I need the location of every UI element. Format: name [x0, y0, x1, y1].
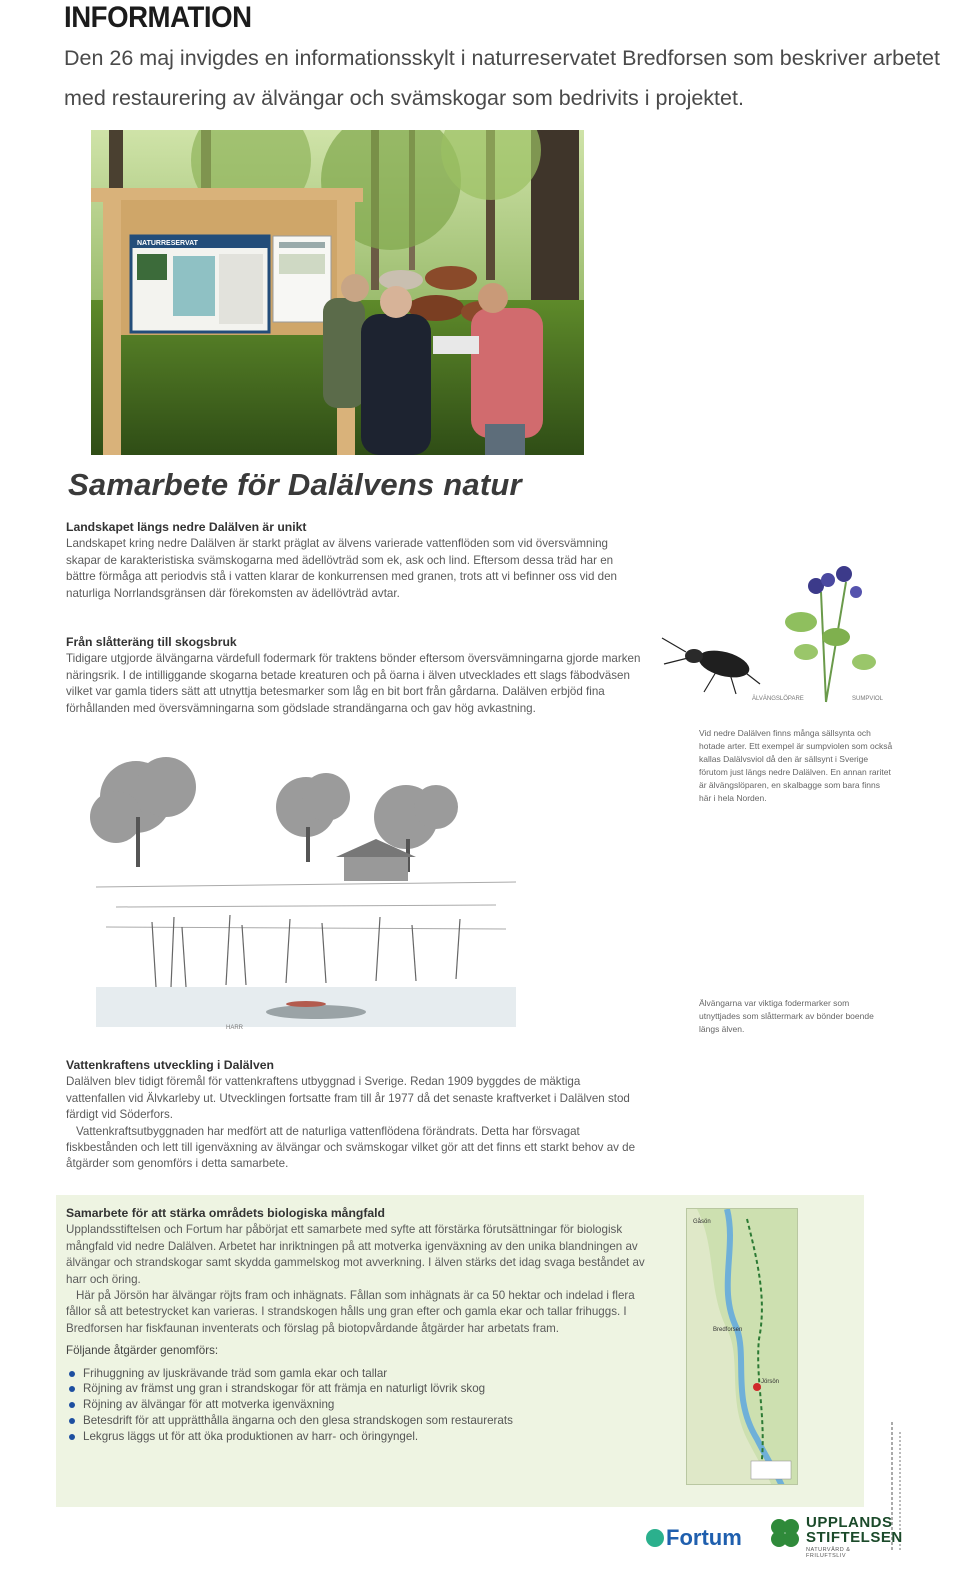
violet-label: SUMPVIOL — [852, 696, 884, 702]
section-paragraph: Upplandsstiftelsen och Fortum har påbörjat ett samarbete med syfte att förstärka förutsättningar för biologisk mångfald vid nedre Dalälven. Arbetet har inriktningen på att motverka igenväxning av den unika blandningen av älvängar och strandskogar samt skydda gammelskog mot avverkning. I älven stärks det idag svaga beståndet av harr och öring. — [66, 1223, 645, 1286]
section-paragraph: Dalälven blev tidigt föremål för vattenkraftens utbyggnad i Sverige. Redan 1909 byggdes de mäktiga vattenfallen vid Älvkarleby ut. Utvecklingen fortsatte fram till år 1977 då det senaste kraftverket i Dalälven stod färdigt vid Söderfors. — [66, 1075, 630, 1122]
list-item: Frihuggning av ljuskrävande träd som gamla ekar och tallar — [66, 1366, 651, 1382]
list-item: Lekgrus läggs ut för att öka produktionen av harr- och öringyngel. — [66, 1429, 651, 1445]
sign-inauguration-photo — [91, 130, 584, 455]
fortum-mark-icon — [646, 1529, 664, 1547]
poster-title: Samarbete för Dalälvens natur — [68, 467, 522, 502]
measures-list — [66, 1366, 651, 1445]
measures-intro: Följande åtgärder genomförs: — [66, 1344, 219, 1358]
section-heading: Vattenkraftens utveckling i Dalälven — [66, 1058, 274, 1072]
list-item: Betesdrift för att upprätthålla ängarna och den glesa strandskogen som restaurerats — [66, 1413, 651, 1429]
photo-illustration — [91, 130, 584, 455]
list-item: Röjning av älvängar för att motverka igenväxning — [66, 1397, 651, 1413]
fish-label: HARR — [226, 1025, 244, 1031]
section-heading: Från slåtteräng till skogsbruk — [66, 635, 237, 649]
section-paragraph: Landskapet kring nedre Dalälven är starkt präglat av älvens varierade vattenflöden som vid översvämning skapar de karakteristiska svämskogarna med ädellövträd som ek, ask och lind. Eftersom dessa träd har en bättre förmåga att periodvis stå i vatten klarar de konkurrensen med granen, trots att vi befinner oss vid den naturliga Norrlandsgränsen där förekomsten av ädellövträd avtar. — [66, 537, 617, 600]
section-hydropower — [66, 1057, 641, 1173]
section-paragraph: Här på Jörsön har älvängar röjts fram och inhägnats. Fållan som inhägnats är ca 50 hektar och indelad i flera fållor så att betestrycket kan varieras. I strandskogen hålls ung gran efter och gamla ekar och tallar frihuggs. I Bredforsen har fiskfaunan inventerats och förslag på biotopvårdande åtgärder har arbetats fram. — [66, 1289, 635, 1335]
article-header — [64, 0, 944, 118]
upplandsstiftelsen-logo — [768, 1514, 903, 1564]
meadow-caption: Älvängarna var viktiga fodermarker som utnyttjades som slåttermark av bönder boende längs älven. — [699, 998, 874, 1034]
beetle-label: ÄLVÄNGSLÖPARE — [752, 696, 804, 702]
landscape-sketch — [76, 747, 526, 1037]
map-illustration — [687, 1209, 798, 1485]
section-heading: Samarbete för att stärka områdets biologiska mångfald — [66, 1206, 385, 1220]
section-biodiversity — [66, 1205, 651, 1445]
section-unique-landscape — [66, 519, 641, 602]
page-title: INFORMATION — [64, 1, 252, 34]
clover-icon — [768, 1516, 802, 1550]
section-meadow-to-forestry — [66, 634, 641, 717]
uppl-tagline: NATURVÅRD & FRILUFTSLIV — [806, 1547, 851, 1559]
info-sign-poster — [56, 462, 916, 1572]
fortum-logo — [646, 1525, 742, 1551]
sign-label: NATURRESERVAT — [137, 240, 198, 247]
species-caption: Vid nedre Dalälven finns många sällsynta och hotade arter. Ett exempel är sumpviolen som också kallas Dalälvsviol då den är sällsynt i Sverige förutom just längs nedre Dalälven. En annan raritet är älvängslöparen, en skalbagge som bara finns här i hela Norden. — [699, 728, 893, 803]
river-meadow-illustration — [76, 747, 526, 1037]
intro-paragraph: Den 26 maj invigdes en informationsskylt i naturreservatet Bredforsen som beskriver arbetet med restaurering av älvängar och svämskogar som bedrivits i projektet. — [64, 46, 940, 110]
map-label-jorson: Jörsön — [761, 1379, 780, 1385]
section-paragraph: Tidigare utgjorde älvängarna värdefull fodermark för traktens bönder eftersom översvämningarna gjorde marken näringsrik. I de intilliggande skogarna betade kreaturen och på öarna i älven utvecklades ett slags fäbodväsen vilket var gamla tiders sätt att utnyttja betesmarker som låg en bit bort från gårdarna. Dalälven erbjöd fina förhållanden med översvämningarna som gödslade strandängarna och gav hög avkastning. — [66, 652, 641, 715]
section-paragraph: Vattenkraftsutbyggnaden har medfört att de naturliga vattenflödena förändrats. Detta har försvagat fiskbestånden och lett till igenväxning av älvängar och svämskogar vilket gör att det finns ett starkt behov av de åtgärder som genomförs i detta samarbete. — [66, 1124, 636, 1171]
species-illustration — [656, 552, 901, 712]
uppl-name-line2: STIFTELSEN — [806, 1529, 903, 1546]
beetle-and-violet-illustration — [656, 552, 901, 712]
map-label-gason: Gåsön — [693, 1219, 711, 1225]
section-heading: Landskapet längs nedre Dalälven är unikt — [66, 520, 307, 534]
area-map — [686, 1208, 798, 1485]
fortum-logo-text: Fortum — [666, 1525, 742, 1550]
biodiversity-box — [56, 1195, 864, 1507]
map-label-bredforsen: Bredforsen — [713, 1327, 743, 1333]
uppl-name-line1: UPPLANDS — [806, 1514, 893, 1531]
list-item: Röjning av främst ung gran i strandskogar för att främja en naturligt lövrik skog — [66, 1381, 651, 1397]
